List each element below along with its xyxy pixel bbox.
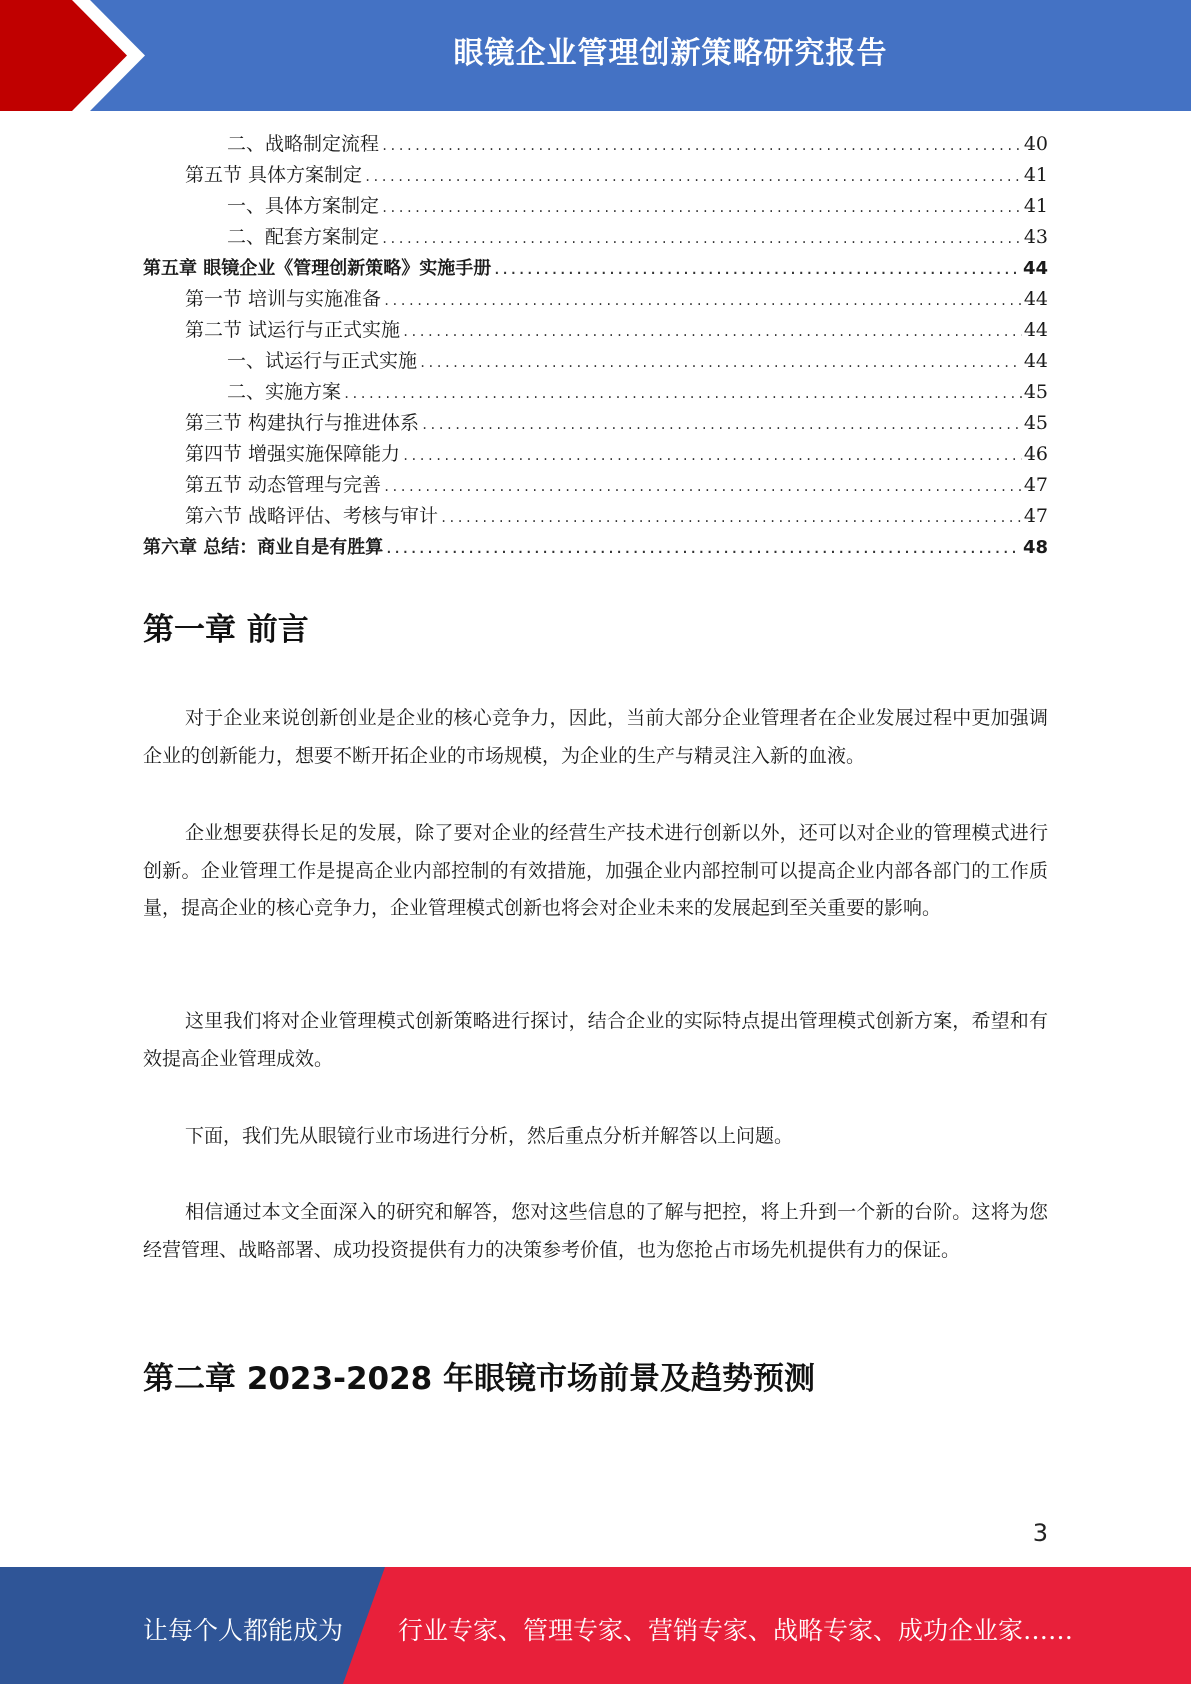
toc-entry-page: 41 <box>1023 195 1048 217</box>
toc-entry[interactable] <box>143 501 1048 532</box>
toc-entry-title: 第五章 眼镜企业《管理创新策略》实施手册 <box>143 258 492 279</box>
toc-entry[interactable] <box>143 191 1048 222</box>
paragraph-5: 相信通过本文全面深入的研究和解答，您对这些信息的了解与把控，将上升到一个新的台阶。这将为您经营管理、战略部署、成功投资提供有力的决策参考价值，也为您抢占市场先机提供有力的保证。 <box>143 1201 1048 1261</box>
toc-entry[interactable] <box>143 315 1048 346</box>
toc-entry-title: 第五节 具体方案制定 <box>185 164 363 186</box>
toc-entry-page: 43 <box>1023 226 1048 248</box>
toc-dot-leader <box>493 255 1021 286</box>
toc-dot-leader <box>383 286 1022 317</box>
toc-entry-title: 二、配套方案制定 <box>227 226 380 248</box>
toc-entry-title: 一、试运行与正式实施 <box>227 350 418 372</box>
toc-entry-title: 第五节 动态管理与完善 <box>185 474 382 496</box>
page-header <box>0 0 1191 111</box>
toc-dot-leader <box>364 162 1022 193</box>
toc-dot-leader <box>381 131 1022 162</box>
toc-entry-page: 40 <box>1023 133 1048 155</box>
toc-entry-page: 47 <box>1023 505 1048 527</box>
toc-entry[interactable] <box>143 408 1048 439</box>
toc-dot-leader <box>419 348 1022 379</box>
toc-entry[interactable] <box>143 253 1048 284</box>
toc-entry-page: 46 <box>1023 443 1048 465</box>
toc-entry[interactable] <box>143 284 1048 315</box>
toc-entry-title: 一、具体方案制定 <box>227 195 380 217</box>
toc-entry-page: 41 <box>1023 164 1048 186</box>
toc-entry[interactable] <box>143 532 1048 563</box>
paragraph-1: 对于企业来说创新创业是企业的核心竞争力，因此，当前大部分企业管理者在企业发展过程中更加强调企业的创新能力，想要不断开拓企业的市场规模，为企业的生产与精灵注入新的血液。 <box>143 707 1048 767</box>
toc-entry[interactable] <box>143 439 1048 470</box>
toc-entry[interactable] <box>143 377 1048 408</box>
toc-entry-page: 44 <box>1022 258 1048 279</box>
toc-entry[interactable] <box>143 129 1048 160</box>
header-arrow-decoration <box>0 0 160 111</box>
paragraph-4: 下面，我们先从眼镜行业市场进行分析，然后重点分析并解答以上问题。 <box>185 1125 794 1147</box>
toc-entry-title: 第三节 构建执行与推进体系 <box>185 412 420 434</box>
toc-dot-leader <box>402 441 1022 472</box>
report-title: 眼镜企业管理创新策略研究报告 <box>453 36 888 71</box>
toc-dot-leader <box>381 224 1022 255</box>
paragraph-2: 企业想要获得长足的发展，除了要对企业的经营生产技术进行创新以外，还可以对企业的管理模式进行创新。企业管理工作是提高企业内部控制的有效措施，加强企业内部控制可以提高企业内部各部门的工作质量，提高企业的核心竞争力，企业管理模式创新也将会对企业未来的发展起到至关重要的影响。 <box>143 822 1048 919</box>
toc-entry-page: 47 <box>1023 474 1048 496</box>
chapter-1-heading: 第一章 前言 <box>143 612 309 648</box>
page-number: 3 <box>1032 1519 1048 1547</box>
toc-entry-title: 第二节 试运行与正式实施 <box>185 319 401 341</box>
toc-entry-page: 48 <box>1022 537 1048 558</box>
page-footer <box>0 1567 1191 1684</box>
toc-dot-leader <box>440 503 1022 534</box>
toc-dot-leader <box>402 317 1022 348</box>
toc-entry-page: 44 <box>1023 319 1048 341</box>
toc-dot-leader <box>421 410 1022 441</box>
paragraph-3: 这里我们将对企业管理模式创新策略进行探讨，结合企业的实际特点提出管理模式创新方案，希望和有效提高企业管理成效。 <box>143 1010 1048 1070</box>
toc-entry[interactable] <box>143 346 1048 377</box>
footer-slogan-right: 行业专家、管理专家、营销专家、战略专家、成功企业家…… <box>398 1616 1074 1645</box>
toc-entry-page: 44 <box>1023 350 1048 372</box>
toc-entry-title: 第六章 总结：商业自是有胜算 <box>143 537 384 558</box>
toc-entry-title: 第一节 培训与实施准备 <box>185 288 382 310</box>
toc-entry-title: 二、实施方案 <box>227 381 342 403</box>
toc-dot-leader <box>383 472 1022 503</box>
table-of-contents <box>143 129 1048 563</box>
toc-dot-leader <box>385 534 1021 565</box>
toc-dot-leader <box>343 379 1022 410</box>
toc-entry[interactable] <box>143 222 1048 253</box>
toc-dot-leader <box>381 193 1022 224</box>
toc-entry-page: 45 <box>1023 412 1048 434</box>
chapter-2-heading: 第二章 2023-2028 年眼镜市场前景及趋势预测 <box>143 1361 816 1397</box>
footer-slogan-left: 让每个人都能成为 <box>143 1616 344 1645</box>
toc-entry-title: 第六节 战略评估、考核与审计 <box>185 505 439 527</box>
toc-entry-page: 44 <box>1023 288 1048 310</box>
toc-entry[interactable] <box>143 470 1048 501</box>
toc-entry[interactable] <box>143 160 1048 191</box>
toc-entry-title: 二、战略制定流程 <box>227 133 380 155</box>
toc-entry-page: 45 <box>1023 381 1048 403</box>
toc-entry-title: 第四节 增强实施保障能力 <box>185 443 401 465</box>
